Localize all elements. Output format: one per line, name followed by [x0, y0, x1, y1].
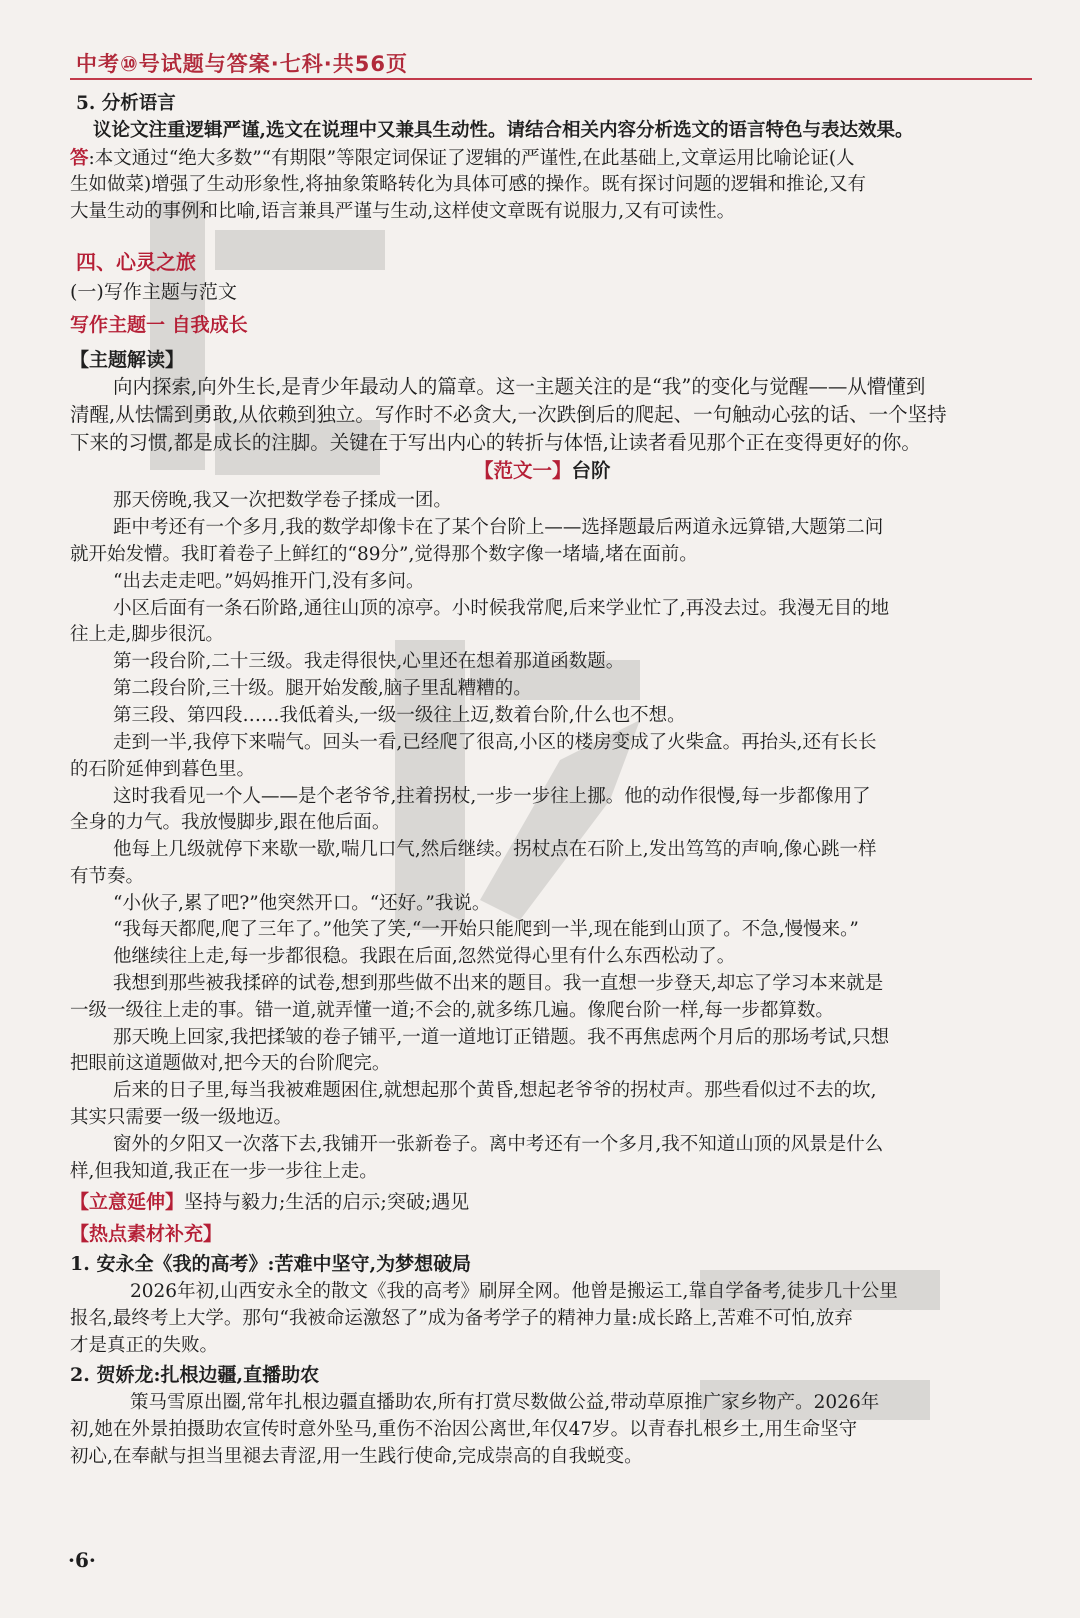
essay-line: 样,但我知道,我正在一步一步往上走。 [70, 1161, 378, 1182]
hot-material-label: 【热点素材补充】 [70, 1223, 223, 1245]
essay-line: 那天傍晚,我又一次把数学卷子揉成一团。 [113, 490, 452, 511]
q5-answer-line-2: 生如做菜)增强了生动形象性,将抽象策略转化为具体可感的操作。既有探讨问题的逻辑和推论,又有 [70, 174, 866, 195]
essay-line: 后来的日子里,每当我被难题困住,就想起那个黄昏,想起老爷爷的拐杖声。那些看似过不去的坎, [113, 1080, 877, 1101]
essay-line: 距中考还有一个多月,我的数学却像卡在了某个台阶上——选择题最后两道永远算错,大题第二问 [113, 517, 884, 538]
hot-item-line: 初心,在奉献与担当里褪去青涩,用一生践行使命,完成崇高的自我蜕变。 [70, 1446, 643, 1467]
writing-theme: 写作主题一 自我成长 [70, 314, 248, 336]
reading-line-2: 清醒,从怯懦到勇敢,从依赖到独立。写作时不必贪大,一次跌倒后的爬起、一句触动心弦的话、一个坚持 [70, 403, 947, 426]
q5-answer-line-3: 大量生动的事例和比喻,语言兼具严谨与生动,这样使文章既有说服力,又有可读性。 [70, 201, 736, 222]
essay-line: 那天晚上回家,我把揉皱的卷子铺平,一道一道地订正错题。我不再焦虑两个月后的那场考试,只想 [113, 1027, 890, 1048]
section-subtitle: (一)写作主题与范文 [70, 281, 237, 303]
essay-line: “小伙子,累了吧?”他突然开口。“还好。”我说。 [113, 893, 491, 914]
hot-item-line: 报名,最终考上大学。那句“我被命运激怒了”成为备考学子的精神力量:成长路上,苦难不可怕,放弃 [70, 1308, 853, 1329]
essay-line: 窗外的夕阳又一次落下去,我铺开一张新卷子。离中考还有一个多月,我不知道山顶的风景是什么 [113, 1134, 884, 1155]
answer-label: 答 [70, 148, 89, 169]
hot-item-title: 1. 安永全《我的高考》:苦难中坚守,为梦想破局 [70, 1253, 472, 1275]
essay-line: 有节奏。 [70, 866, 145, 887]
reading-line-1: 向内探索,向外生长,是青少年最动人的篇章。这一主题关注的是“我”的变化与觉醒——从懵懂到 [113, 375, 926, 398]
essay-line: 往上走,脚步很沉。 [70, 624, 224, 645]
essay-line: 第二段台阶,三十级。腿开始发酸,脑子里乱糟糟的。 [113, 678, 532, 699]
hot-item-line: 初,她在外景拍摄助农宣传时意外坠马,重伤不治因公离世,年仅47岁。以青春扎根乡土,用生命坚守 [70, 1419, 858, 1440]
essay-line: 这时我看见一个人——是个老爷爷,拄着拐杖,一步一步往上挪。他的动作很慢,每一步都像用了 [113, 786, 871, 807]
hot-item-line: 2026年初,山西安永全的散文《我的高考》刷屏全网。他曾是搬运工,靠自学备考,徒步几十公里 [130, 1281, 898, 1302]
essay-line: 就开始发懵。我盯着卷子上鲜红的“89分”,觉得那个数字像一堵墙,堵在面前。 [70, 544, 698, 565]
hot-item-title: 2. 贺娇龙:扎根边疆,直播助农 [70, 1364, 320, 1386]
essay-line: 第三段、第四段……我低着头,一级一级往上迈,数着台阶,什么也不想。 [113, 705, 686, 726]
hot-item-line: 才是真正的失败。 [70, 1335, 219, 1356]
essay-line: 全身的力气。我放慢脚步,跟在他后面。 [70, 812, 391, 833]
essay-line: 把眼前这道题做对,把今天的台阶爬完。 [70, 1053, 391, 1074]
hot-item-line: 策马雪原出圈,常年扎根边疆直播助农,所有打赏尽数做公益,带动草原推广家乡物产。2026年 [130, 1392, 880, 1413]
essay-line: 的石阶延伸到暮色里。 [70, 759, 256, 780]
essay-title: 【范文一】台阶 [474, 459, 611, 482]
essay-line: “出去走走吧。”妈妈推开门,没有多问。 [113, 571, 425, 592]
essay-line: “我每天都爬,爬了三年了。”他笑了笑,“一开始只能爬到一半,现在能到山顶了。不急,慢慢来。” [113, 919, 859, 940]
q5-title: 5. 分析语言 [76, 93, 176, 114]
essay-line: 其实只需要一级一级地迈。 [70, 1107, 293, 1128]
section-title: 四、心灵之旅 [76, 250, 196, 274]
essay-line: 他每上几级就停下来歇一歇,喘几口气,然后继续。拐杖点在石阶上,发出笃笃的声响,像心跳一样 [113, 839, 877, 860]
header-divider [70, 78, 1032, 80]
essay-line: 一级一级往上走的事。错一道,就弄懂一道;不会的,就多练几遍。像爬台阶一样,每一步都算数。 [70, 1000, 834, 1021]
q5-answer-line-1: 答:本文通过“绝大多数”“有期限”等限定词保证了逻辑的严谨性,在此基础上,文章运用比喻论证(人 [70, 148, 855, 169]
essay-line: 走到一半,我停下来喘气。回头一看,已经爬了很高,小区的楼房变成了火柴盒。再抬头,还有长长 [113, 732, 877, 753]
reading-label: 【主题解读】 [70, 349, 185, 371]
page-number: ·6· [68, 1548, 96, 1572]
reading-line-3: 下来的习惯,都是成长的注脚。关键在于写出内心的转折与体悟,让读者看见那个正在变得更好的你。 [70, 431, 921, 454]
page-header: 中考⑩号试题与答案·七科·共56页 [76, 52, 408, 76]
essay-line: 他继续往上走,每一步都很稳。我跟在后面,忽然觉得心里有什么东西松动了。 [113, 946, 736, 967]
essay-line: 小区后面有一条石阶路,通往山顶的凉亭。小时候我常爬,后来学业忙了,再没去过。我漫无目的地 [113, 598, 890, 619]
q5-prompt: 议论文注重逻辑严谨,选文在说理中又兼具生动性。请结合相关内容分析选文的语言特色与表达效果。 [93, 120, 914, 141]
extension: 【立意延伸】坚持与毅力;生活的启示;突破;遇见 [70, 1191, 470, 1213]
essay-line: 我想到那些被我揉碎的试卷,想到那些做不出来的题目。我一直想一步登天,却忘了学习本来就是 [113, 973, 884, 994]
essay-line: 第一段台阶,二十三级。我走得很快,心里还在想着那道函数题。 [113, 651, 625, 672]
